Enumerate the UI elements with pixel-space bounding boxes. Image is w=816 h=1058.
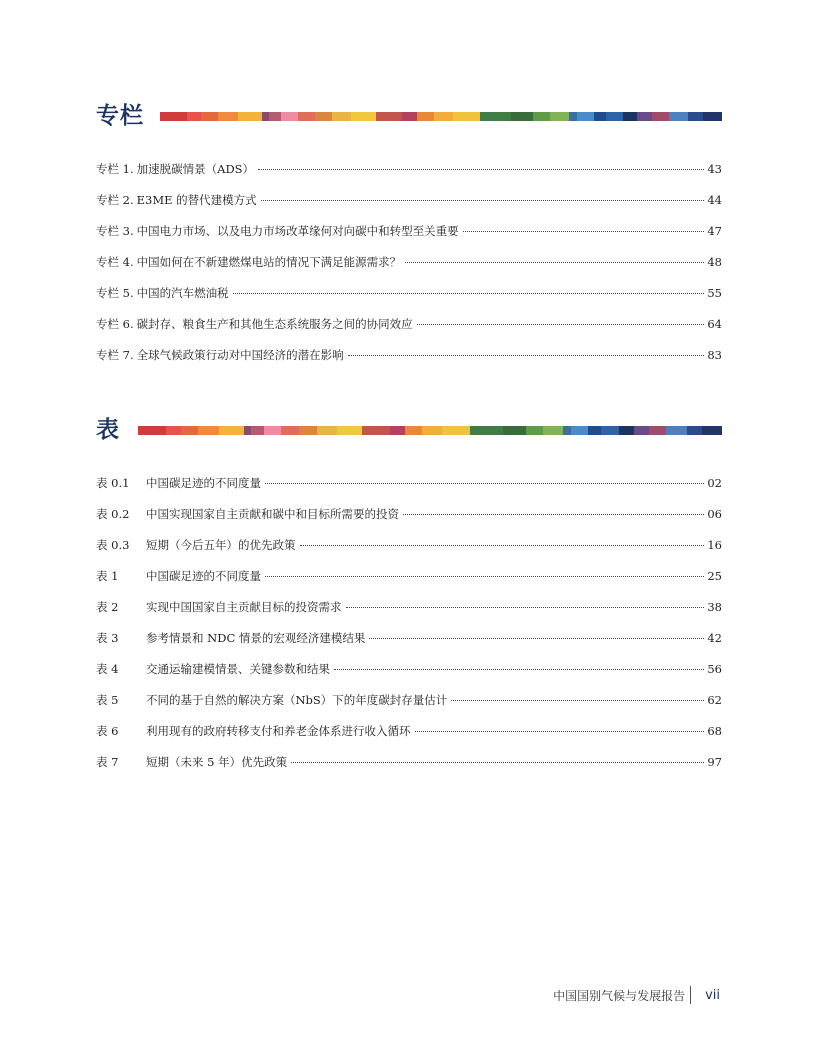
toc-entry-page: 64 [707, 317, 722, 331]
toc-entry[interactable] [96, 630, 722, 661]
toc-entry[interactable] [96, 316, 722, 347]
color-bar-segment [453, 112, 480, 121]
color-bar-segment [262, 112, 269, 121]
color-bar-segment [480, 112, 511, 121]
color-bar-segment [652, 112, 669, 121]
toc-entry[interactable] [96, 661, 722, 692]
toc-entry-page: 55 [707, 286, 722, 300]
dot-leader [417, 324, 705, 325]
toc-entry-number: 表 1 [96, 569, 119, 583]
color-bar-segment [543, 426, 563, 435]
dot-leader [265, 483, 704, 484]
toc-entry-number: 专栏 1. [96, 162, 134, 176]
toc-entry-label [96, 506, 399, 522]
dot-leader [451, 700, 704, 701]
dot-leader [265, 576, 704, 577]
dot-leader [233, 293, 705, 294]
color-bar-segment [422, 426, 442, 435]
toc-entry-page: 02 [707, 476, 722, 490]
toc-entry[interactable] [96, 506, 722, 537]
toc-entry-title: 中国碳足迹的不同度量 [146, 476, 261, 490]
toc-entry-number: 表 5 [96, 693, 119, 707]
color-bar-segment [577, 112, 594, 121]
color-bar-segment [198, 426, 218, 435]
color-bar-segment [669, 112, 688, 121]
color-bar-segment [299, 426, 317, 435]
toc-entry-label [96, 223, 459, 239]
toc-entry-label [96, 475, 261, 491]
dot-leader [346, 607, 705, 608]
boxes-heading: 专栏 [96, 103, 144, 129]
toc-entry-label [96, 754, 287, 770]
footer-page-number: vii [705, 987, 720, 1003]
toc-entry[interactable] [96, 192, 722, 223]
toc-entry-number: 专栏 2. [96, 193, 134, 207]
toc-entry-page: 06 [707, 507, 722, 521]
color-bar-segment [550, 112, 569, 121]
toc-entry-label [96, 316, 413, 332]
toc-entry-title: 中国碳足迹的不同度量 [146, 569, 261, 583]
toc-entry[interactable] [96, 537, 722, 568]
toc-entry-title: 加速脱碳情景（ADS） [136, 162, 255, 176]
color-bar-segment [351, 112, 375, 121]
color-bar-segment [666, 426, 686, 435]
toc-entry-title: 短期（未来 5 年）优先政策 [146, 755, 288, 769]
color-bar-segment [264, 426, 282, 435]
toc-entry-number: 专栏 4. [96, 255, 134, 269]
color-bar-segment [563, 426, 571, 435]
color-bar-segment [594, 112, 606, 121]
toc-entry[interactable] [96, 568, 722, 599]
color-bar-segment [619, 426, 634, 435]
color-bar-segment [402, 112, 417, 121]
color-bar-segment [569, 112, 576, 121]
toc-entry-page: 47 [707, 224, 722, 238]
toc-entry-number: 专栏 5. [96, 286, 134, 300]
toc-entry-page: 44 [707, 193, 722, 207]
toc-entry-title: 短期（今后五年）的优先政策 [146, 538, 296, 552]
toc-entry-number: 表 3 [96, 631, 119, 645]
color-bar-segment [417, 112, 434, 121]
color-bar-segment [281, 426, 299, 435]
color-bar-segment [623, 112, 638, 121]
toc-entry[interactable] [96, 254, 722, 285]
toc-entry-page: 68 [707, 724, 722, 738]
toc-entry[interactable] [96, 161, 722, 192]
toc-entry-number: 表 7 [96, 755, 119, 769]
toc-entry-title: 利用现有的政府转移支付和养老金体系进行收入循环 [146, 724, 411, 738]
toc-entry-label [96, 692, 447, 708]
color-bar-segment [181, 426, 199, 435]
color-bar-segment [218, 112, 237, 121]
tables-section-header [96, 415, 722, 445]
color-bar-segment [470, 426, 503, 435]
color-bar-segment [434, 112, 453, 121]
toc-entry-label [96, 723, 411, 739]
toc-entry-label [96, 285, 229, 301]
color-bar-segment [511, 112, 533, 121]
toc-entry-label [96, 599, 342, 615]
color-bar-segment [238, 112, 262, 121]
toc-entry-page: 56 [707, 662, 722, 676]
toc-entry-title: 中国如何在不新建燃煤电站的情况下满足能源需求？ [136, 255, 402, 269]
toc-entry[interactable] [96, 723, 722, 754]
toc-entry-title: 中国电力市场、以及电力市场改革缘何对向碳中和转型至关重要 [136, 224, 459, 238]
color-bar-segment [405, 426, 423, 435]
toc-entry[interactable] [96, 285, 722, 316]
color-bar-segment [702, 426, 722, 435]
color-bar-segment [269, 112, 281, 121]
toc-entry-label [96, 630, 365, 646]
toc-entry-label [96, 347, 344, 363]
toc-entry-title: 碳封存、粮食生产和其他生态系统服务之间的协同效应 [136, 317, 413, 331]
toc-entry-label [96, 568, 261, 584]
tables-heading: 表 [96, 417, 120, 443]
toc-entry[interactable] [96, 475, 722, 506]
toc-entry[interactable] [96, 599, 722, 630]
color-bar-segment [201, 112, 218, 121]
color-bar-segment [166, 426, 181, 435]
color-bar-segment [442, 426, 470, 435]
toc-entry[interactable] [96, 347, 722, 378]
color-bar-segment [606, 112, 623, 121]
toc-entry-number: 表 2 [96, 600, 119, 614]
toc-entry-page: 62 [707, 693, 722, 707]
color-bar-segment [588, 426, 601, 435]
toc-entry-page: 83 [707, 348, 722, 362]
color-bar-segment [244, 426, 252, 435]
toc-entry-number: 专栏 7. [96, 348, 134, 362]
color-bar-segment [160, 112, 187, 121]
color-bar-segment [332, 112, 351, 121]
color-bar-segment [634, 426, 649, 435]
toc-entry-page: 97 [707, 755, 722, 769]
color-bar-segment [219, 426, 244, 435]
dot-leader [258, 169, 704, 170]
color-bar-segment [298, 112, 315, 121]
decorative-color-bar [160, 112, 722, 121]
toc-entry-number: 表 6 [96, 724, 119, 738]
boxes-list [96, 161, 722, 378]
color-bar-segment [317, 426, 337, 435]
color-bar-segment [251, 426, 264, 435]
toc-entry-number: 表 0.1 [96, 476, 130, 490]
color-bar-segment [503, 426, 526, 435]
boxes-section-header [96, 101, 722, 131]
color-bar-segment [315, 112, 332, 121]
color-bar-segment [376, 112, 403, 121]
toc-entry[interactable] [96, 223, 722, 254]
dot-leader [463, 231, 705, 232]
dot-leader [403, 514, 704, 515]
color-bar-segment [703, 112, 722, 121]
color-bar-segment [688, 112, 703, 121]
toc-entry-page: 42 [707, 631, 722, 645]
color-bar-segment [601, 426, 619, 435]
dot-leader [261, 200, 705, 201]
toc-entry-number: 专栏 6. [96, 317, 134, 331]
toc-entry-title: 实现中国国家自主贡献目标的投资需求 [146, 600, 342, 614]
toc-entry-page: 48 [707, 255, 722, 269]
toc-entry-label [96, 537, 296, 553]
toc-entry-label [96, 661, 330, 677]
dot-leader [369, 638, 704, 639]
dot-leader [300, 545, 705, 546]
toc-entry-number: 表 0.2 [96, 507, 130, 521]
color-bar-segment [687, 426, 702, 435]
color-bar-segment [281, 112, 298, 121]
footer-report-title: 中国国别气候与发展报告 [553, 988, 686, 1003]
color-bar-segment [533, 112, 550, 121]
toc-entry-label [96, 161, 254, 177]
toc-entry-page: 43 [707, 162, 722, 176]
toc-entry-title: 中国实现国家自主贡献和碳中和目标所需要的投资 [146, 507, 399, 521]
toc-entry-number: 表 4 [96, 662, 119, 676]
toc-entry-page: 38 [707, 600, 722, 614]
toc-entry-number: 专栏 3. [96, 224, 134, 238]
color-bar-segment [637, 112, 652, 121]
toc-entry-title: E3ME 的替代建模方式 [136, 193, 257, 207]
color-bar-segment [362, 426, 390, 435]
toc-entry-title: 参考情景和 NDC 情景的宏观经济建模结果 [146, 631, 366, 645]
color-bar-segment [138, 426, 166, 435]
dot-leader [405, 262, 704, 263]
tables-list [96, 475, 722, 785]
toc-entry-title: 不同的基于自然的解决方案（NbS）下的年度碳封存量估计 [146, 693, 448, 707]
color-bar-segment [390, 426, 405, 435]
toc-entry-page: 16 [707, 538, 722, 552]
toc-entry[interactable] [96, 692, 722, 723]
page-footer [553, 985, 720, 1005]
dot-leader [291, 762, 704, 763]
toc-entry-title: 交通运输建模情景、关键参数和结果 [146, 662, 330, 676]
color-bar-segment [526, 426, 544, 435]
dot-leader [348, 355, 705, 356]
color-bar-segment [649, 426, 667, 435]
color-bar-segment [571, 426, 589, 435]
dot-leader [334, 669, 704, 670]
toc-entry-title: 中国的汽车燃油税 [136, 286, 229, 300]
decorative-color-bar [138, 426, 722, 435]
toc-entry-number: 表 0.3 [96, 538, 130, 552]
footer-divider [690, 986, 691, 1004]
color-bar-segment [337, 426, 362, 435]
toc-entry-label [96, 254, 401, 270]
dot-leader [415, 731, 705, 732]
toc-entry-title: 全球气候政策行动对中国经济的潜在影响 [136, 348, 344, 362]
toc-entry-label [96, 192, 257, 208]
toc-entry-page: 25 [707, 569, 722, 583]
color-bar-segment [187, 112, 202, 121]
toc-entry[interactable] [96, 754, 722, 785]
